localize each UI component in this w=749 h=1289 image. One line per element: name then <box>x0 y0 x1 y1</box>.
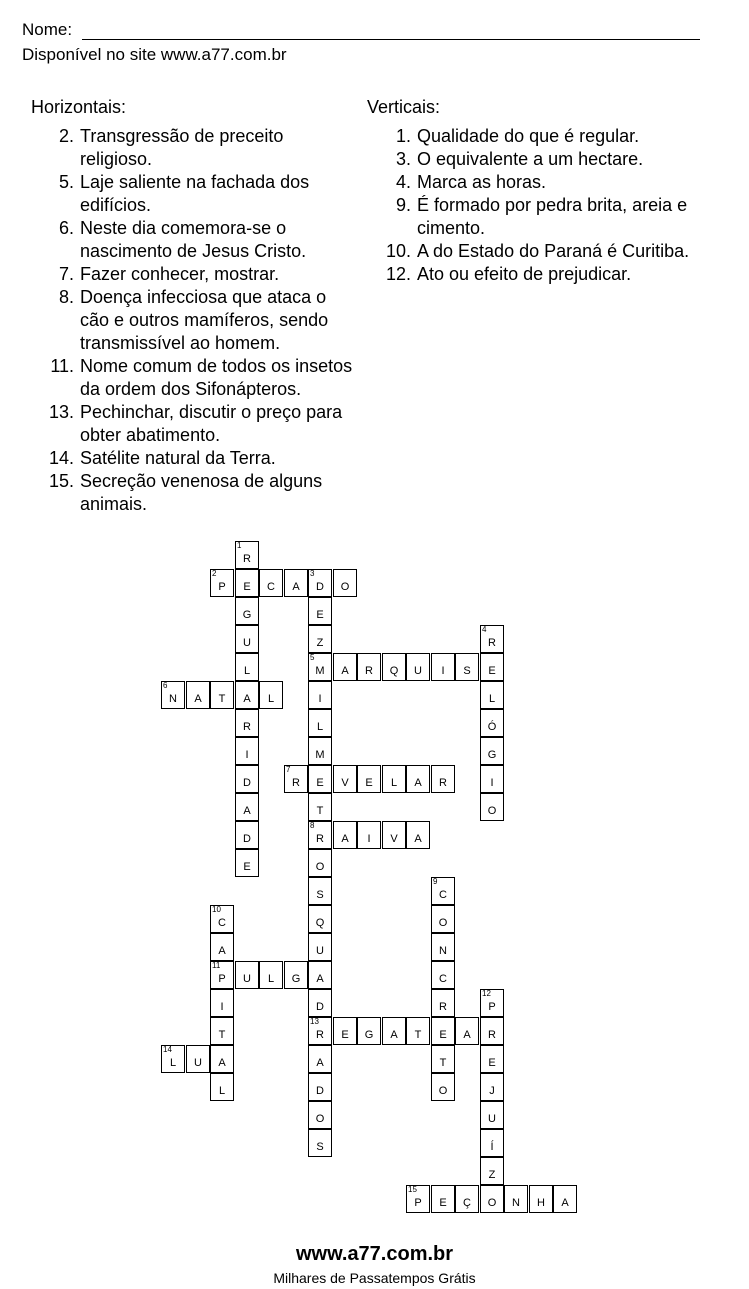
cell-letter: Ó <box>487 721 497 733</box>
grid-cell[interactable] <box>333 765 357 793</box>
cell-clue-number: 14 <box>163 1045 172 1054</box>
grid-cell[interactable] <box>308 1017 332 1045</box>
cell-letter: C <box>218 917 226 929</box>
cell-clue-number: 4 <box>482 625 487 634</box>
grid-cell[interactable] <box>284 765 308 793</box>
grid-cell[interactable] <box>480 625 504 653</box>
cell-letter: R <box>243 553 251 565</box>
cell-letter: D <box>243 777 251 789</box>
cell-letter: I <box>318 693 322 705</box>
cell-letter: L <box>316 721 324 733</box>
cell-letter: O <box>315 1113 325 1125</box>
grid-cell[interactable] <box>382 653 406 681</box>
cell-letter: E <box>488 665 496 677</box>
cell-letter: O <box>438 917 448 929</box>
grid-cell[interactable] <box>308 625 332 653</box>
grid-cell[interactable] <box>480 1129 504 1157</box>
clue-number: 8. <box>58 287 74 307</box>
footer-tagline: Milhares de Passatempos Grátis <box>273 1270 476 1286</box>
cell-letter: Ç <box>463 1197 471 1209</box>
clue-text: Satélite natural da Terra. <box>80 448 276 468</box>
grid-cell[interactable] <box>480 765 504 793</box>
horizontal-heading: Horizontais: <box>31 97 127 117</box>
grid-cell[interactable] <box>308 821 332 849</box>
cell-letter: D <box>316 1001 324 1013</box>
grid-cell[interactable] <box>210 905 234 933</box>
clue-text: É formado por pedra brita, areia e cimento. <box>417 195 688 238</box>
grid-cell[interactable] <box>553 1185 577 1213</box>
cell-letter: V <box>390 833 398 845</box>
grid-cell[interactable] <box>308 989 332 1017</box>
cell-letter: R <box>365 665 373 677</box>
grid-cell[interactable] <box>284 961 308 989</box>
grid-cell[interactable] <box>210 569 234 597</box>
cell-letter: T <box>218 1029 226 1041</box>
vertical-heading: Verticais: <box>367 97 441 117</box>
cell-letter: L <box>218 1085 226 1097</box>
cell-letter: A <box>218 1057 226 1069</box>
clue-text: Marca as horas. <box>417 172 547 192</box>
grid-cell[interactable] <box>308 961 332 989</box>
clue-text: Nome comum de todos os insetos da ordem dos Sifonápteros. <box>80 356 353 399</box>
grid-cell[interactable] <box>357 1017 381 1045</box>
cell-letter: A <box>463 1029 471 1041</box>
cell-letter: E <box>439 1029 447 1041</box>
cell-letter: L <box>488 693 496 705</box>
cell-letter: E <box>439 1197 447 1209</box>
grid-cell[interactable] <box>235 681 259 709</box>
cell-letter: Q <box>389 665 399 677</box>
cell-letter: I <box>220 1001 224 1013</box>
cell-clue-number: 8 <box>310 821 315 830</box>
grid-cell[interactable] <box>406 765 430 793</box>
cell-letter: S <box>463 665 471 677</box>
cell-letter: Q <box>315 917 325 929</box>
cell-letter: C <box>439 973 447 985</box>
grid-cell[interactable] <box>235 653 259 681</box>
grid-cell[interactable] <box>186 1045 210 1073</box>
grid-cell[interactable] <box>308 849 332 877</box>
cell-letter: O <box>487 1197 497 1209</box>
clue-text: Secreção venenosa de alguns animais. <box>80 471 323 514</box>
grid-cell[interactable] <box>308 737 332 765</box>
grid-cell[interactable] <box>333 569 357 597</box>
cell-letter: A <box>341 665 349 677</box>
cell-letter: O <box>487 805 497 817</box>
clue-number: 12. <box>385 264 411 284</box>
grid-cell[interactable] <box>235 569 259 597</box>
clue-number: 15. <box>48 471 74 491</box>
grid-cell[interactable] <box>210 1073 234 1101</box>
cell-letter: I <box>245 749 249 761</box>
grid-cell[interactable] <box>308 597 332 625</box>
grid-cell[interactable] <box>480 1157 504 1185</box>
grid-cell[interactable] <box>308 1101 332 1129</box>
grid-cell[interactable] <box>382 1017 406 1045</box>
grid-cell[interactable] <box>382 821 406 849</box>
grid-cell[interactable] <box>210 961 234 989</box>
cell-letter: E <box>488 1057 496 1069</box>
clue-text: Doença infecciosa que ataca o cão e outros mamíferos, sendo transmissível ao homem. <box>80 287 329 353</box>
cell-letter: T <box>414 1029 422 1041</box>
cell-letter: I <box>490 777 494 789</box>
clue-text: Pechinchar, discutir o preço para obter abatimento. <box>80 402 343 445</box>
cell-letter: U <box>243 637 251 649</box>
cell-letter: A <box>390 1029 398 1041</box>
grid-cell[interactable] <box>210 1045 234 1073</box>
grid-cell[interactable] <box>333 653 357 681</box>
site-line: Disponível no site www.a77.com.br <box>22 45 287 64</box>
clue-text: Neste dia comemora-se o nascimento de Jesus Cristo. <box>80 218 307 261</box>
clue-number: 10. <box>385 241 411 261</box>
grid-cell[interactable] <box>161 681 185 709</box>
cell-letter: L <box>169 1057 177 1069</box>
grid-cell[interactable] <box>259 569 283 597</box>
grid-cell[interactable] <box>357 653 381 681</box>
cell-clue-number: 3 <box>310 569 315 578</box>
cell-letter: I <box>441 665 445 677</box>
clue-number: 2. <box>58 126 74 146</box>
clue-number: 14. <box>48 448 74 468</box>
grid-cell[interactable] <box>210 933 234 961</box>
cell-letter: G <box>242 609 252 621</box>
clue-text: Ato ou efeito de prejudicar. <box>417 264 632 284</box>
grid-cell[interactable] <box>431 1045 455 1073</box>
cell-clue-number: 7 <box>286 765 291 774</box>
cell-letter: Z <box>316 637 324 649</box>
grid-cell[interactable] <box>480 737 504 765</box>
cell-letter: L <box>390 777 398 789</box>
grid-cell[interactable] <box>357 821 381 849</box>
cell-letter: A <box>218 945 226 957</box>
grid-cell[interactable] <box>308 1129 332 1157</box>
cell-letter: T <box>316 805 324 817</box>
grid-cell[interactable] <box>480 709 504 737</box>
grid-cell[interactable] <box>210 1017 234 1045</box>
grid-cell[interactable] <box>480 1101 504 1129</box>
cell-clue-number: 1 <box>237 541 242 550</box>
grid-cell[interactable] <box>259 961 283 989</box>
cell-clue-number: 12 <box>482 989 491 998</box>
cell-clue-number: 13 <box>310 1017 319 1026</box>
cell-letter: E <box>316 609 324 621</box>
cell-clue-number: 2 <box>212 569 217 578</box>
cell-letter: C <box>267 581 275 593</box>
cell-letter: G <box>364 1029 374 1041</box>
cell-letter: A <box>316 1057 324 1069</box>
cell-letter: O <box>340 581 350 593</box>
grid-cell[interactable] <box>235 765 259 793</box>
grid-cell[interactable] <box>161 1045 185 1073</box>
grid-cell[interactable] <box>308 681 332 709</box>
clue-number: 11. <box>50 356 74 376</box>
cell-letter: L <box>267 693 275 705</box>
grid-cell[interactable] <box>455 1017 479 1045</box>
name-label: Nome: <box>22 20 73 39</box>
grid-cell[interactable] <box>480 793 504 821</box>
cell-letter: A <box>292 581 300 593</box>
cell-letter: A <box>243 805 251 817</box>
clue-text: O equivalente a um hectare. <box>417 149 644 169</box>
cell-letter: R <box>243 721 251 733</box>
grid-cell[interactable] <box>308 877 332 905</box>
grid-cell[interactable] <box>406 1017 430 1045</box>
cell-letter: D <box>316 581 324 593</box>
footer-url: www.a77.com.br <box>295 1243 454 1265</box>
cell-letter: A <box>316 973 324 985</box>
grid-cell[interactable] <box>406 653 430 681</box>
cell-letter: R <box>292 777 300 789</box>
cell-letter: H <box>537 1197 545 1209</box>
grid-cell[interactable] <box>406 1185 430 1213</box>
grid-cell[interactable] <box>431 905 455 933</box>
grid-cell[interactable] <box>333 1017 357 1045</box>
cell-letter: O <box>315 861 325 873</box>
cell-letter: P <box>218 973 226 985</box>
clue-number: 7. <box>58 264 74 284</box>
cell-letter: N <box>512 1197 520 1209</box>
cell-letter: Z <box>488 1169 496 1181</box>
cell-clue-number: 5 <box>310 653 315 662</box>
grid-cell[interactable] <box>431 877 455 905</box>
cell-letter: S <box>316 1141 324 1153</box>
cell-clue-number: 6 <box>163 681 168 690</box>
grid-cell[interactable] <box>308 709 332 737</box>
clue-number: 4. <box>395 172 411 192</box>
cell-clue-number: 9 <box>433 877 438 886</box>
grid-cell[interactable] <box>431 989 455 1017</box>
grid-cell[interactable] <box>308 569 332 597</box>
grid-cell[interactable] <box>431 765 455 793</box>
grid-cell[interactable] <box>504 1185 528 1213</box>
cell-letter: A <box>561 1197 569 1209</box>
grid-cell[interactable] <box>480 653 504 681</box>
cell-letter: L <box>243 665 251 677</box>
cell-letter: D <box>316 1085 324 1097</box>
cell-letter: E <box>341 1029 349 1041</box>
grid-cell[interactable] <box>480 681 504 709</box>
clue-number: 9. <box>395 195 411 215</box>
grid-cell[interactable] <box>235 541 259 569</box>
cell-letter: E <box>243 861 251 873</box>
cell-letter: P <box>488 1001 496 1013</box>
grid-cell[interactable] <box>382 765 406 793</box>
clue-number: 1. <box>395 126 411 146</box>
cell-letter: P <box>414 1197 422 1209</box>
grid-cell[interactable] <box>186 681 210 709</box>
grid-cell[interactable] <box>431 933 455 961</box>
cell-letter: N <box>439 945 447 957</box>
grid-cell[interactable] <box>480 989 504 1017</box>
grid-cell[interactable] <box>431 1185 455 1213</box>
cell-letter: J <box>489 1085 495 1097</box>
clue-text: Laje saliente na fachada dos edifícios. <box>80 172 310 215</box>
cell-letter: G <box>487 749 497 761</box>
cell-letter: R <box>488 1029 496 1041</box>
cell-letter: T <box>218 693 226 705</box>
cell-letter: Í <box>490 1141 494 1153</box>
cell-letter: U <box>414 665 422 677</box>
cell-letter: U <box>194 1057 202 1069</box>
cell-letter: S <box>316 889 324 901</box>
grid-cell[interactable] <box>308 765 332 793</box>
clue-text: A do Estado do Paraná é Curitiba. <box>417 241 690 261</box>
grid-cell[interactable] <box>480 1185 504 1213</box>
grid-cell[interactable] <box>431 961 455 989</box>
grid-cell[interactable] <box>455 653 479 681</box>
grid-cell[interactable] <box>235 821 259 849</box>
cell-letter: U <box>243 973 251 985</box>
cell-letter: T <box>439 1057 447 1069</box>
cell-letter: R <box>488 637 496 649</box>
cell-letter: V <box>341 777 349 789</box>
cell-letter: A <box>414 777 422 789</box>
cell-letter: N <box>169 693 177 705</box>
grid-cell[interactable] <box>406 821 430 849</box>
grid-cell[interactable] <box>259 681 283 709</box>
cell-letter: I <box>367 833 371 845</box>
grid-cell[interactable] <box>431 1073 455 1101</box>
grid-cell[interactable] <box>210 681 234 709</box>
grid-cell[interactable] <box>529 1185 553 1213</box>
cell-letter: A <box>414 833 422 845</box>
clue-number: 3. <box>395 149 411 169</box>
cell-letter: R <box>439 1001 447 1013</box>
grid-cell[interactable] <box>431 653 455 681</box>
grid-cell[interactable] <box>480 1045 504 1073</box>
cell-letter: R <box>439 777 447 789</box>
grid-cell[interactable] <box>357 765 381 793</box>
cell-letter: A <box>341 833 349 845</box>
grid-cell[interactable] <box>308 1073 332 1101</box>
grid-cell[interactable] <box>308 933 332 961</box>
cell-clue-number: 10 <box>212 905 221 914</box>
grid-cell[interactable] <box>235 737 259 765</box>
grid-cell[interactable] <box>235 793 259 821</box>
cell-letter: P <box>218 581 226 593</box>
grid-cell[interactable] <box>235 625 259 653</box>
cell-letter: C <box>439 889 447 901</box>
cell-letter: U <box>488 1113 496 1125</box>
cell-clue-number: 11 <box>212 961 221 970</box>
grid-cell[interactable] <box>431 1017 455 1045</box>
clue-text: Fazer conhecer, mostrar. <box>80 264 280 284</box>
cell-letter: A <box>194 693 202 705</box>
cell-clue-number: 15 <box>408 1185 417 1194</box>
grid-cell[interactable] <box>455 1185 479 1213</box>
clue-number: 6. <box>58 218 74 238</box>
cell-letter: E <box>243 581 251 593</box>
clue-number: 13. <box>48 402 74 422</box>
cell-letter: R <box>316 1029 324 1041</box>
cell-letter: A <box>243 693 251 705</box>
cell-letter: M <box>315 665 325 677</box>
grid-cell[interactable] <box>235 709 259 737</box>
grid-cell[interactable] <box>308 653 332 681</box>
grid-cell[interactable] <box>308 1045 332 1073</box>
grid-cell[interactable] <box>235 961 259 989</box>
grid-cell[interactable] <box>235 849 259 877</box>
cell-letter: U <box>316 945 324 957</box>
grid-cell[interactable] <box>480 1017 504 1045</box>
clue-text: Qualidade do que é regular. <box>417 126 640 146</box>
grid-cell[interactable] <box>284 569 308 597</box>
cell-letter: R <box>316 833 324 845</box>
cell-letter: L <box>267 973 275 985</box>
cell-letter: G <box>291 973 301 985</box>
grid-cell[interactable] <box>235 597 259 625</box>
grid-cell[interactable] <box>210 989 234 1017</box>
cell-letter: D <box>243 833 251 845</box>
grid-cell[interactable] <box>308 905 332 933</box>
cell-letter: E <box>316 777 324 789</box>
grid-cell[interactable] <box>480 1073 504 1101</box>
grid-cell[interactable] <box>308 793 332 821</box>
cell-letter: M <box>315 749 325 761</box>
cell-letter: O <box>438 1085 448 1097</box>
clue-number: 5. <box>58 172 74 192</box>
grid-cell[interactable] <box>333 821 357 849</box>
cell-letter: E <box>365 777 373 789</box>
clue-text: Transgressão de preceito religioso. <box>80 126 284 169</box>
